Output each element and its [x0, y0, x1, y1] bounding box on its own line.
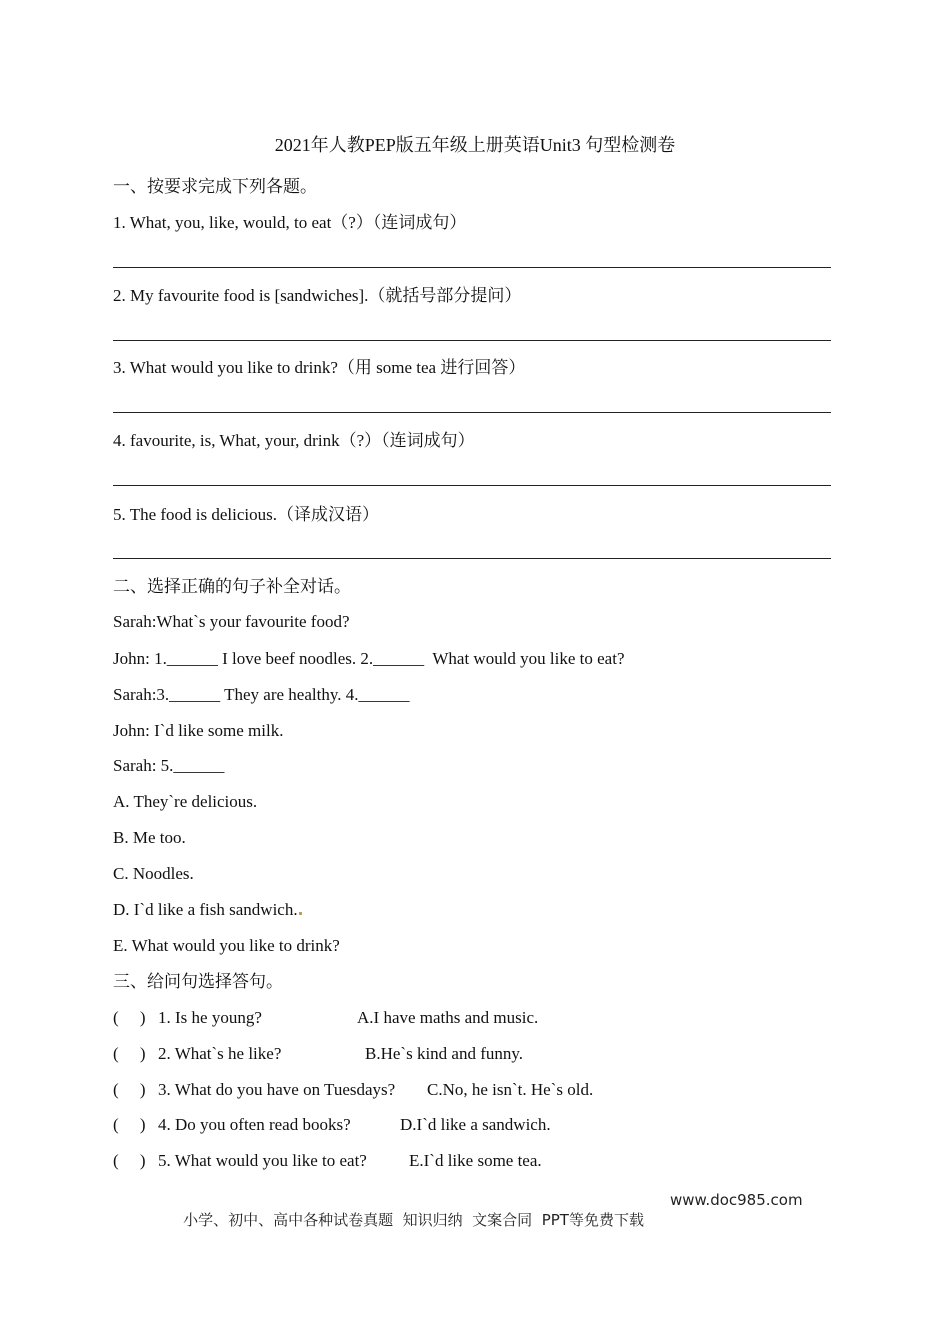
- section2-heading: 二、选择正确的句子补全对话。: [113, 577, 351, 596]
- answer-line-3: [113, 412, 831, 413]
- answer-bracket-2: ( ): [113, 1044, 146, 1063]
- question-1: 1. Is he young?: [158, 1008, 262, 1027]
- footer-url[interactable]: www.doc985.com: [670, 1191, 803, 1209]
- answer-b: B.He`s kind and funny.: [365, 1044, 524, 1063]
- answer-e: E.I`d like some tea.: [409, 1151, 542, 1170]
- answer-bracket-5: ( ): [113, 1151, 146, 1170]
- dialog-line-5: Sarah: 5.______: [113, 756, 225, 775]
- question-2: 2. What`s he like?: [158, 1044, 282, 1063]
- section1-item-2: 2. My favourite food is [sandwiches].（就括号部分提问）: [113, 286, 522, 305]
- answer-bracket-1: ( ): [113, 1008, 146, 1027]
- section1-item-1: 1. What, you, like, would, to eat（?）（连词成句）: [113, 213, 467, 232]
- answer-bracket-3: ( ): [113, 1080, 146, 1099]
- answer-line-1: [113, 267, 831, 268]
- section3-heading: 三、给问句选择答句。: [113, 972, 283, 991]
- footer-text: 小学、初中、高中各种试卷真题 知识归纳 文案合同 PPT等免费下载: [183, 1211, 644, 1229]
- answer-line-4: [113, 485, 831, 486]
- option-a: A. They`re delicious.: [113, 792, 258, 811]
- answer-c: C.No, he isn`t. He`s old.: [427, 1080, 594, 1099]
- dialog-line-2: John: 1.______ I love beef noodles. 2.______ What would you like to eat?: [113, 649, 625, 668]
- answer-line-2: [113, 340, 831, 341]
- footer: [164, 1190, 803, 1270]
- mark-dot: [299, 912, 302, 915]
- section1-item-4: 4. favourite, is, What, your, drink（?）（连词成句）: [113, 431, 475, 450]
- question-4: 4. Do you often read books?: [158, 1115, 351, 1134]
- dialog-line-3: Sarah:3.______ They are healthy. 4.______: [113, 685, 410, 704]
- option-b: B. Me too.: [113, 828, 186, 847]
- question-5: 5. What would you like to eat?: [158, 1151, 367, 1170]
- answer-d: D.I`d like a sandwich.: [400, 1115, 551, 1134]
- option-d: [113, 899, 302, 921]
- dialog-line-4: John: I`d like some milk.: [113, 721, 284, 740]
- dialog-line-1: Sarah:What`s your favourite food?: [113, 612, 350, 631]
- section1-item-3: 3. What would you like to drink?（用 some tea 进行回答）: [113, 358, 526, 377]
- section1-heading: 一、按要求完成下列各题。: [113, 177, 317, 196]
- option-d-text: D. I`d like a fish sandwich.: [113, 900, 298, 919]
- answer-bracket-4: ( ): [113, 1115, 146, 1134]
- question-3: 3. What do you have on Tuesdays?: [158, 1080, 396, 1099]
- section1-item-5: 5. The food is delicious.（译成汉语）: [113, 505, 379, 524]
- option-c: C. Noodles.: [113, 864, 194, 883]
- answer-a: A.I have maths and music.: [357, 1008, 539, 1027]
- option-e: E. What would you like to drink?: [113, 936, 340, 955]
- answer-line-5: [113, 558, 831, 559]
- document-title: 2021年人教PEP版五年级上册英语Unit3 句型检测卷: [274, 135, 676, 155]
